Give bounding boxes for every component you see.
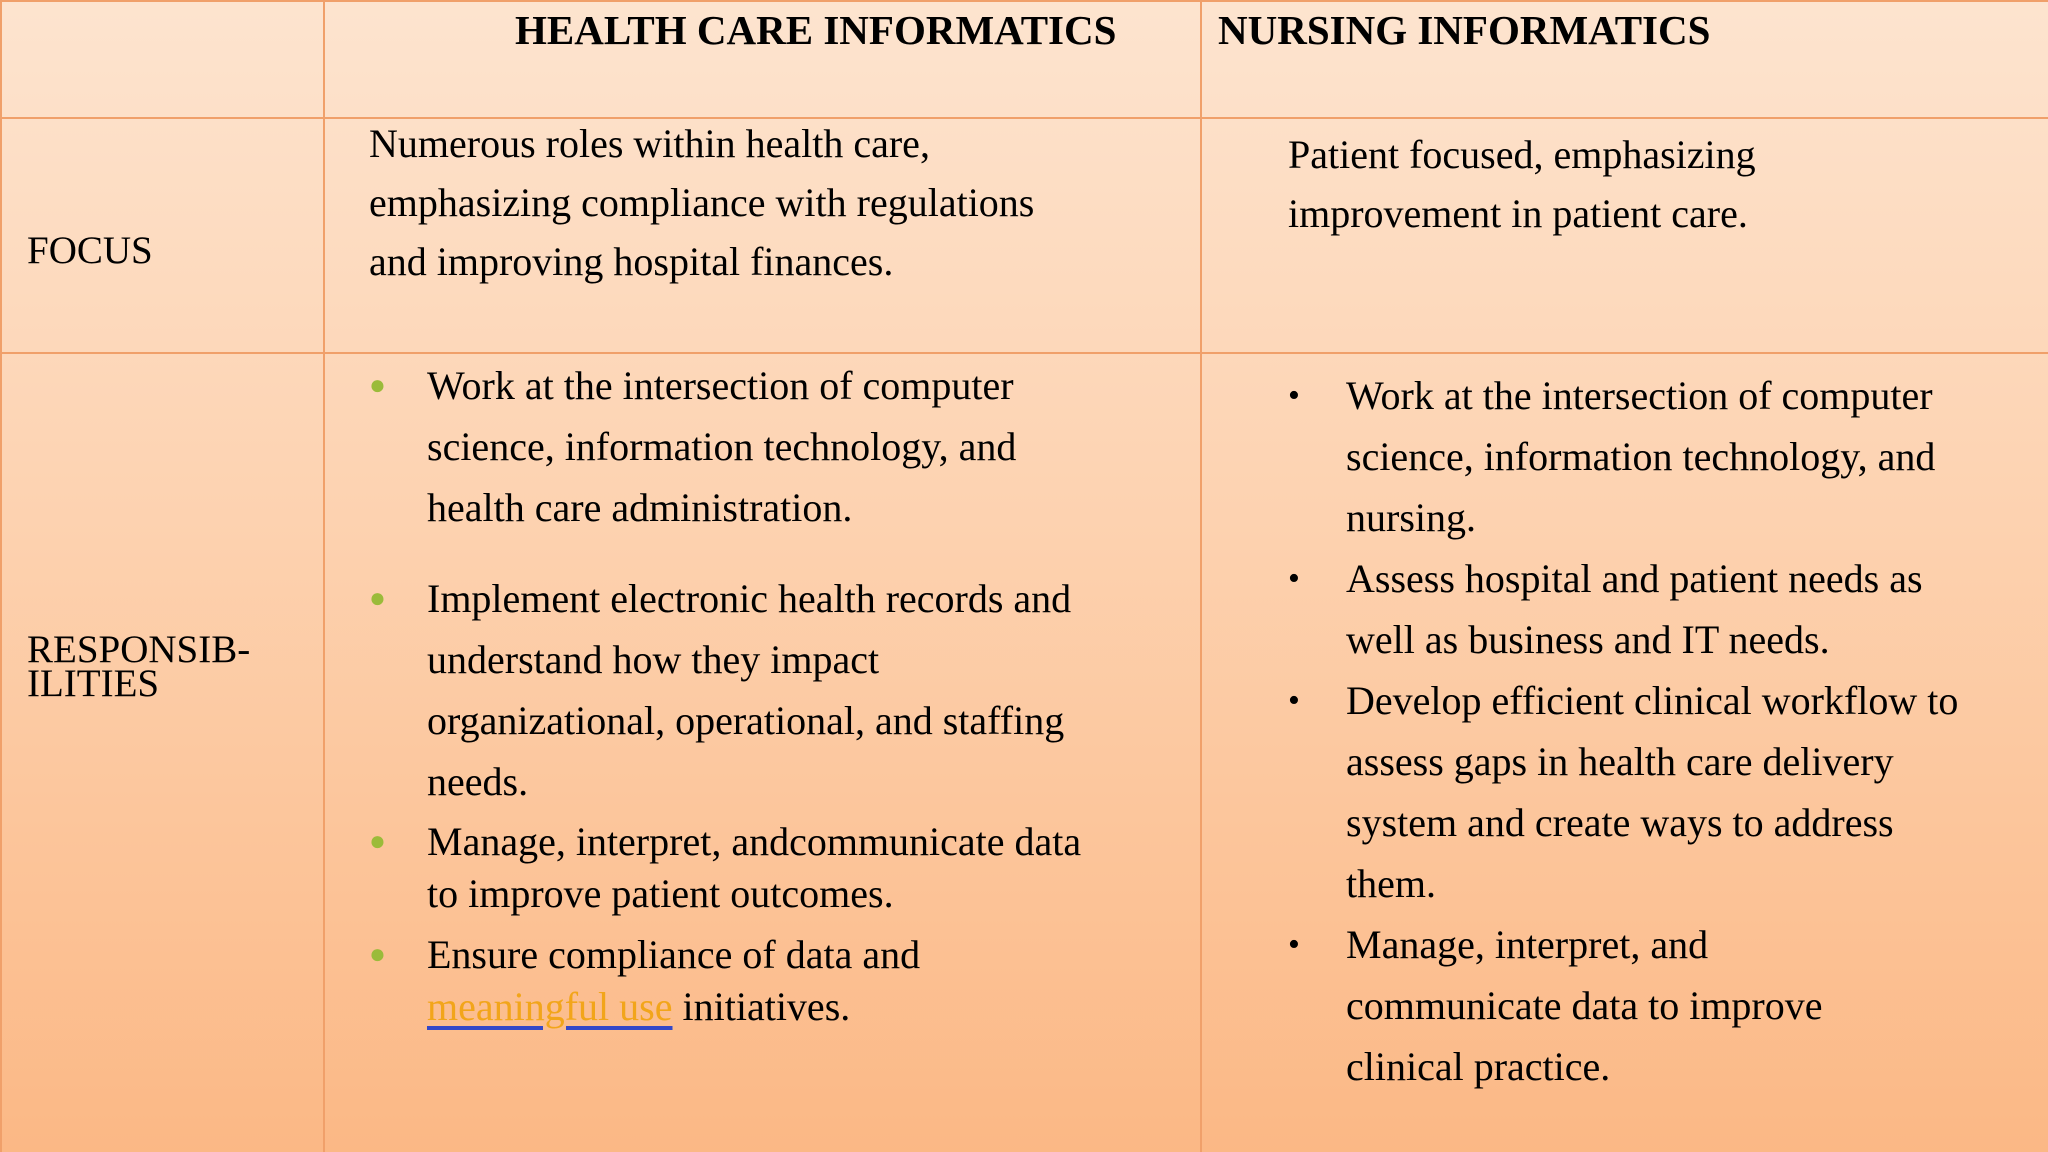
- list-item: • Assess hospital and patient needs as well as business and IT needs.: [1288, 548, 2038, 670]
- grid-line-left: [0, 0, 2, 1152]
- bullet-icon: •: [1288, 682, 1300, 719]
- bullet-icon: •: [1288, 377, 1300, 414]
- grid-line-focus-bottom: [0, 352, 2048, 354]
- list-item: ● Implement electronic health records and understand how they impact organizational, operational, and staffing needs.: [369, 568, 1169, 812]
- header-nursing-informatics: NURSING INFORMATICS: [1218, 7, 1711, 53]
- focus-nursing-text: Patient focused, emphasizing improvement in patient care.: [1288, 132, 1756, 236]
- grid-line-col2: [1200, 0, 1202, 1152]
- nursing-responsibilities-list: [1288, 365, 2038, 1097]
- bullet-icon: ●: [369, 370, 386, 401]
- health-care-responsibilities-list: [369, 355, 1169, 1033]
- bullet-icon: ●: [369, 826, 386, 857]
- list-item: • Develop efficient clinical workflow to assess gaps in health care delivery system and create ways to address them.: [1288, 670, 2038, 914]
- row-label-focus: FOCUS: [27, 229, 153, 272]
- list-item: ● Work at the intersection of computer science, information technology, and health care administration.: [369, 355, 1169, 538]
- list-item: ● Ensure compliance of data and meaningful use initiatives.: [369, 929, 1169, 1033]
- grid-line-top: [0, 0, 2048, 2]
- bullet-icon: ●: [369, 583, 386, 614]
- header-health-care-informatics: HEALTH CARE INFORMATICS: [515, 7, 1117, 53]
- meaningful-use-link[interactable]: meaningful use: [427, 984, 673, 1029]
- list-item: • Work at the intersection of computer science, information technology, and nursing.: [1288, 365, 2038, 548]
- bullet-icon: •: [1288, 926, 1300, 963]
- bullet-icon: •: [1288, 560, 1300, 597]
- row-label-responsibilities: RESPONSIB- ILITIES: [27, 628, 251, 705]
- list-item: ● Manage, interpret, andcommunicate data to improve patient outcomes.: [369, 816, 1169, 920]
- bullet-icon: ●: [369, 939, 386, 970]
- grid-line-col1: [323, 0, 325, 1152]
- focus-health-care-text: Numerous roles within health care, emphasizing compliance with regulations and improving hospital finances.: [369, 121, 1035, 284]
- list-item: • Manage, interpret, and communicate data to improve clinical practice.: [1288, 914, 2038, 1097]
